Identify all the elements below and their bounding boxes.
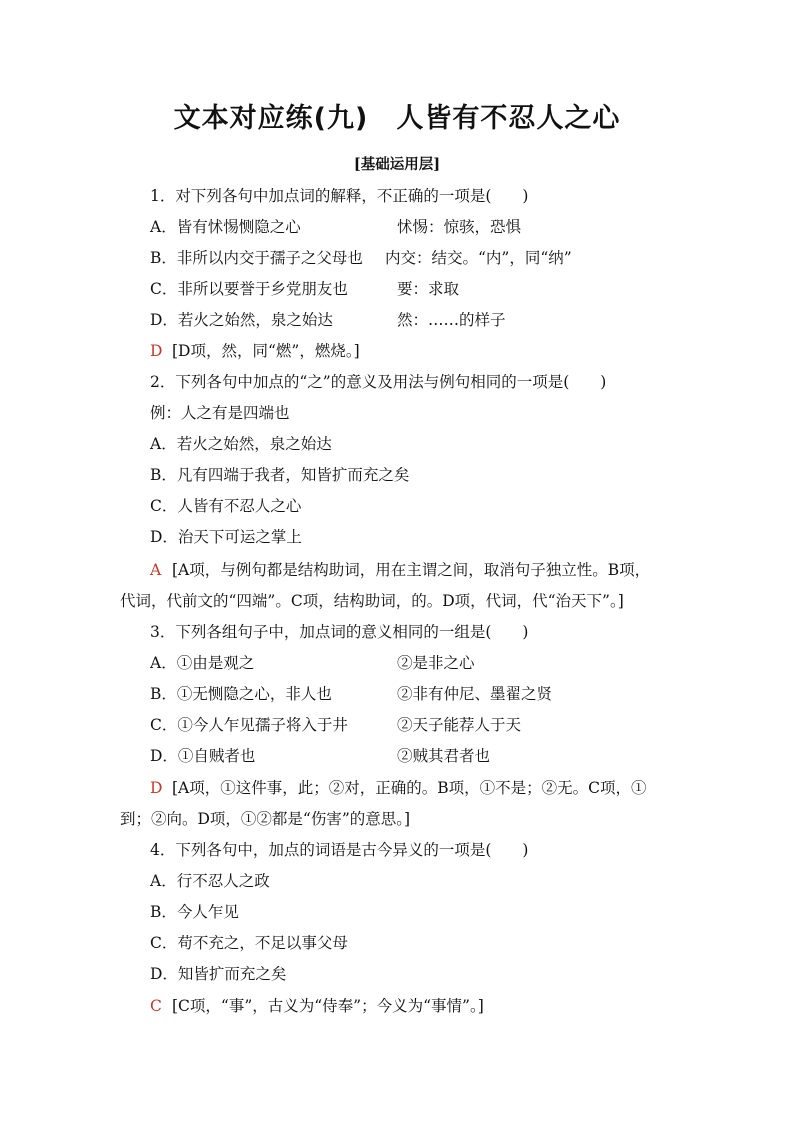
question-1-stem: 1．对下列各句中加点词的解释，不正确的一项是( ) [150,187,529,205]
q2-answer-line-2: 代词，代前文的“四端”。C项，结构助词，的。D项，代词，代“治天下”。] [120,592,624,610]
q2-answer-line-1 [150,559,650,581]
answer-letter: C [150,997,162,1015]
q3-answer-line-2: 到；②向。D项，①②都是“伤害”的意思。] [120,810,411,828]
q3-option-d-1: D．①自贼者也 [150,747,256,765]
q3-option-d-2: ②贼其君者也 [397,747,491,765]
page-title: 文本对应练(九) 人皆有不忍人之心 [173,103,621,134]
q1-option-a-gloss: 怵惕：惊骇，恐惧 [397,218,522,236]
q4-option-b: B．今人乍见 [150,903,239,921]
answer-explanation: [C项，“事”，古义为“侍奉”；今义为“事情”。] [172,997,484,1015]
answer-letter: D [150,342,163,360]
q1-option-b: B．非所以内交于孺子之父母也 [150,249,363,267]
q1-option-d-gloss: 然：……的样子 [397,311,506,329]
q2-option-d: D．治天下可运之掌上 [150,528,302,546]
answer-letter: D [150,779,163,797]
q2-option-b: B．凡有四端于我者，知皆扩而充之矣 [150,466,410,484]
q1-answer [150,340,360,362]
q4-option-c: C．苟不充之，不足以事父母 [150,934,348,952]
q2-option-c: C．人皆有不忍人之心 [150,497,302,515]
q3-option-c-2: ②天子能荐人于天 [397,716,522,734]
q3-option-b-2: ②非有仲尼、墨翟之贤 [397,685,553,703]
q1-option-a: A．皆有怵惕恻隐之心 [150,218,301,236]
section-heading: [基础运用层] [353,156,441,173]
answer-letter: A [150,561,162,579]
answer-explanation: [A项，①这件事，此；②对，正确的。B项，①不是；②无。C项，① [172,779,647,797]
q1-option-d: D．若火之始然，泉之始达 [150,311,333,329]
q4-option-a: A．行不忍人之政 [150,872,270,890]
q1-option-c-gloss: 要：求取 [397,280,460,298]
q3-option-a-1: A．①由是观之 [150,654,255,672]
q2-example: 例：人之有是四端也 [150,404,290,422]
q4-answer [150,995,484,1017]
q1-option-b-gloss: 内交：结交。“内”，同“纳” [385,249,572,267]
q1-option-c: C．非所以要誉于乡党朋友也 [150,280,348,298]
q2-option-a: A．若火之始然，泉之始达 [150,435,332,453]
q3-option-c-1: C．①今人乍见孺子将入于井 [150,716,348,734]
q3-option-a-2: ②是非之心 [397,654,475,672]
question-2-stem: 2．下列各句中加点的“之”的意义及用法与例句相同的一项是( ) [150,373,607,391]
q3-answer-line-1 [150,777,647,799]
q4-option-d: D．知皆扩而充之矣 [150,965,287,983]
question-3-stem: 3．下列各组句子中，加点词的意义相同的一组是( ) [150,623,529,641]
question-4-stem: 4．下列各句中，加点的词语是古今异义的一项是( ) [150,841,529,859]
answer-explanation: [D项，然，同“燃”，燃烧。] [172,342,360,360]
q3-option-b-1: B．①无恻隐之心，非人也 [150,685,332,703]
answer-explanation: [A项，与例句都是结构助词，用在主谓之间，取消句子独立性。B项， [172,561,651,579]
